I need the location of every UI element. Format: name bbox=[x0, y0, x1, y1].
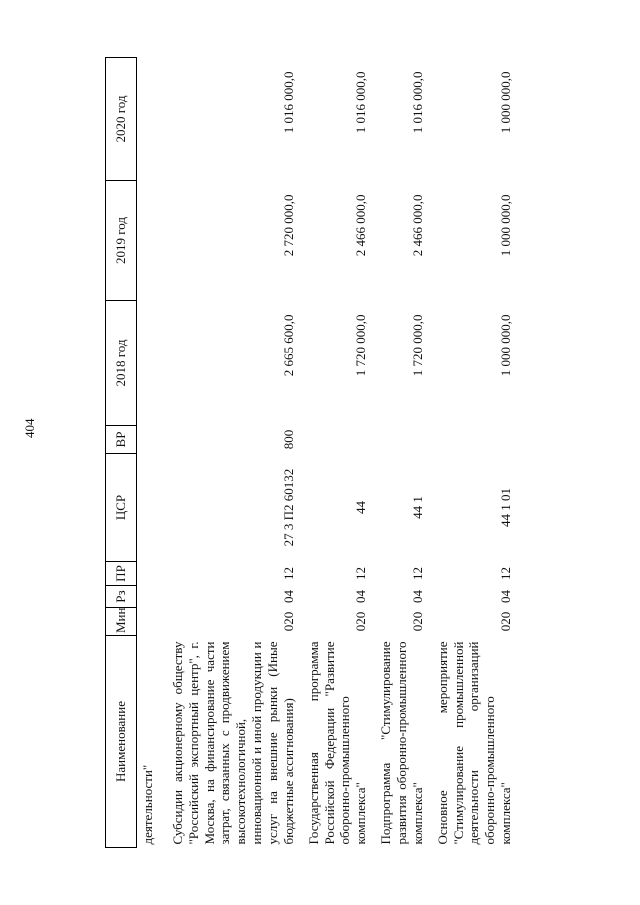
row-2018: 1 720 000,0 bbox=[353, 314, 369, 377]
row-2018: 2 665 600,0 bbox=[280, 314, 296, 377]
row-csr: 44 1 01 bbox=[498, 488, 514, 527]
row-2020: 1 016 000,0 bbox=[353, 71, 369, 134]
header-2020: 2020 год bbox=[106, 58, 137, 181]
budget-table bbox=[105, 57, 515, 848]
continuation-text: деятельности" bbox=[140, 764, 155, 845]
table-row bbox=[370, 58, 427, 848]
row-min: 020 bbox=[353, 611, 369, 632]
row-pr: 12 bbox=[353, 567, 369, 580]
table-row bbox=[427, 58, 515, 848]
header-2019: 2019 год bbox=[106, 181, 137, 301]
header-pr: ПР bbox=[106, 562, 137, 586]
row-vr bbox=[298, 426, 370, 454]
row-2020: 1 000 000,0 bbox=[498, 71, 514, 134]
row-2019: 2 466 000,0 bbox=[353, 194, 369, 257]
row-vr bbox=[370, 426, 427, 454]
row-2020: 1 016 000,0 bbox=[280, 71, 296, 134]
row-min: 020 bbox=[409, 611, 425, 632]
row-pr: 12 bbox=[280, 567, 296, 580]
row-2019: 2 466 000,0 bbox=[409, 194, 425, 257]
row-2018: 1 000 000,0 bbox=[498, 314, 514, 377]
row-name: Субсидии акционерному обществу "Российский экспортный центр", г. Москва, на финансирование части затрат, связанных с продвижением высокотехнологичной, инновационной и иной продукции и услуг на внешние рынки (Иные бюджетные ассигнования) bbox=[169, 641, 296, 845]
row-name: Основное мероприятие "Стимулирование промышленной деятельности организаций оборонно-промышленного комплекса" bbox=[434, 641, 514, 845]
row-name: Государственная программа Российской Федерации "Развитие оборонно-промышленного комплекса" bbox=[305, 641, 369, 845]
table-row bbox=[298, 58, 370, 848]
row-vr: 800 bbox=[280, 429, 296, 450]
table-row bbox=[162, 58, 298, 848]
header-rz: Рз bbox=[106, 586, 137, 608]
continuation-row bbox=[137, 58, 162, 848]
row-rz: 04 bbox=[409, 590, 425, 603]
header-csr: ЦСР bbox=[106, 454, 137, 562]
budget-table-rotated bbox=[105, 58, 605, 848]
row-csr: 44 bbox=[353, 501, 369, 514]
header-min: Мин bbox=[106, 608, 137, 636]
row-pr: 12 bbox=[498, 567, 514, 580]
row-min: 020 bbox=[498, 611, 514, 632]
row-pr: 12 bbox=[409, 567, 425, 580]
row-2019: 2 720 000,0 bbox=[280, 194, 296, 257]
row-rz: 04 bbox=[498, 590, 514, 603]
header-name: Наименование bbox=[106, 636, 137, 848]
table-header-row bbox=[106, 58, 137, 848]
row-csr: 27 3 П2 60132 bbox=[280, 468, 296, 547]
row-name: Подпрограмма "Стимулирование развития оборонно-промышленного комплекса" bbox=[378, 641, 425, 845]
row-2020: 1 016 000,0 bbox=[409, 71, 425, 134]
row-2018: 1 720 000,0 bbox=[409, 314, 425, 377]
header-vr: ВР bbox=[106, 426, 137, 454]
row-rz: 04 bbox=[353, 590, 369, 603]
row-rz: 04 bbox=[280, 590, 296, 603]
row-min: 020 bbox=[280, 611, 296, 632]
row-vr bbox=[427, 426, 515, 454]
row-csr: 44 1 bbox=[409, 496, 425, 519]
row-2019: 1 000 000,0 bbox=[498, 194, 514, 257]
header-2018: 2018 год bbox=[106, 301, 137, 426]
page-number: 404 bbox=[22, 418, 37, 438]
